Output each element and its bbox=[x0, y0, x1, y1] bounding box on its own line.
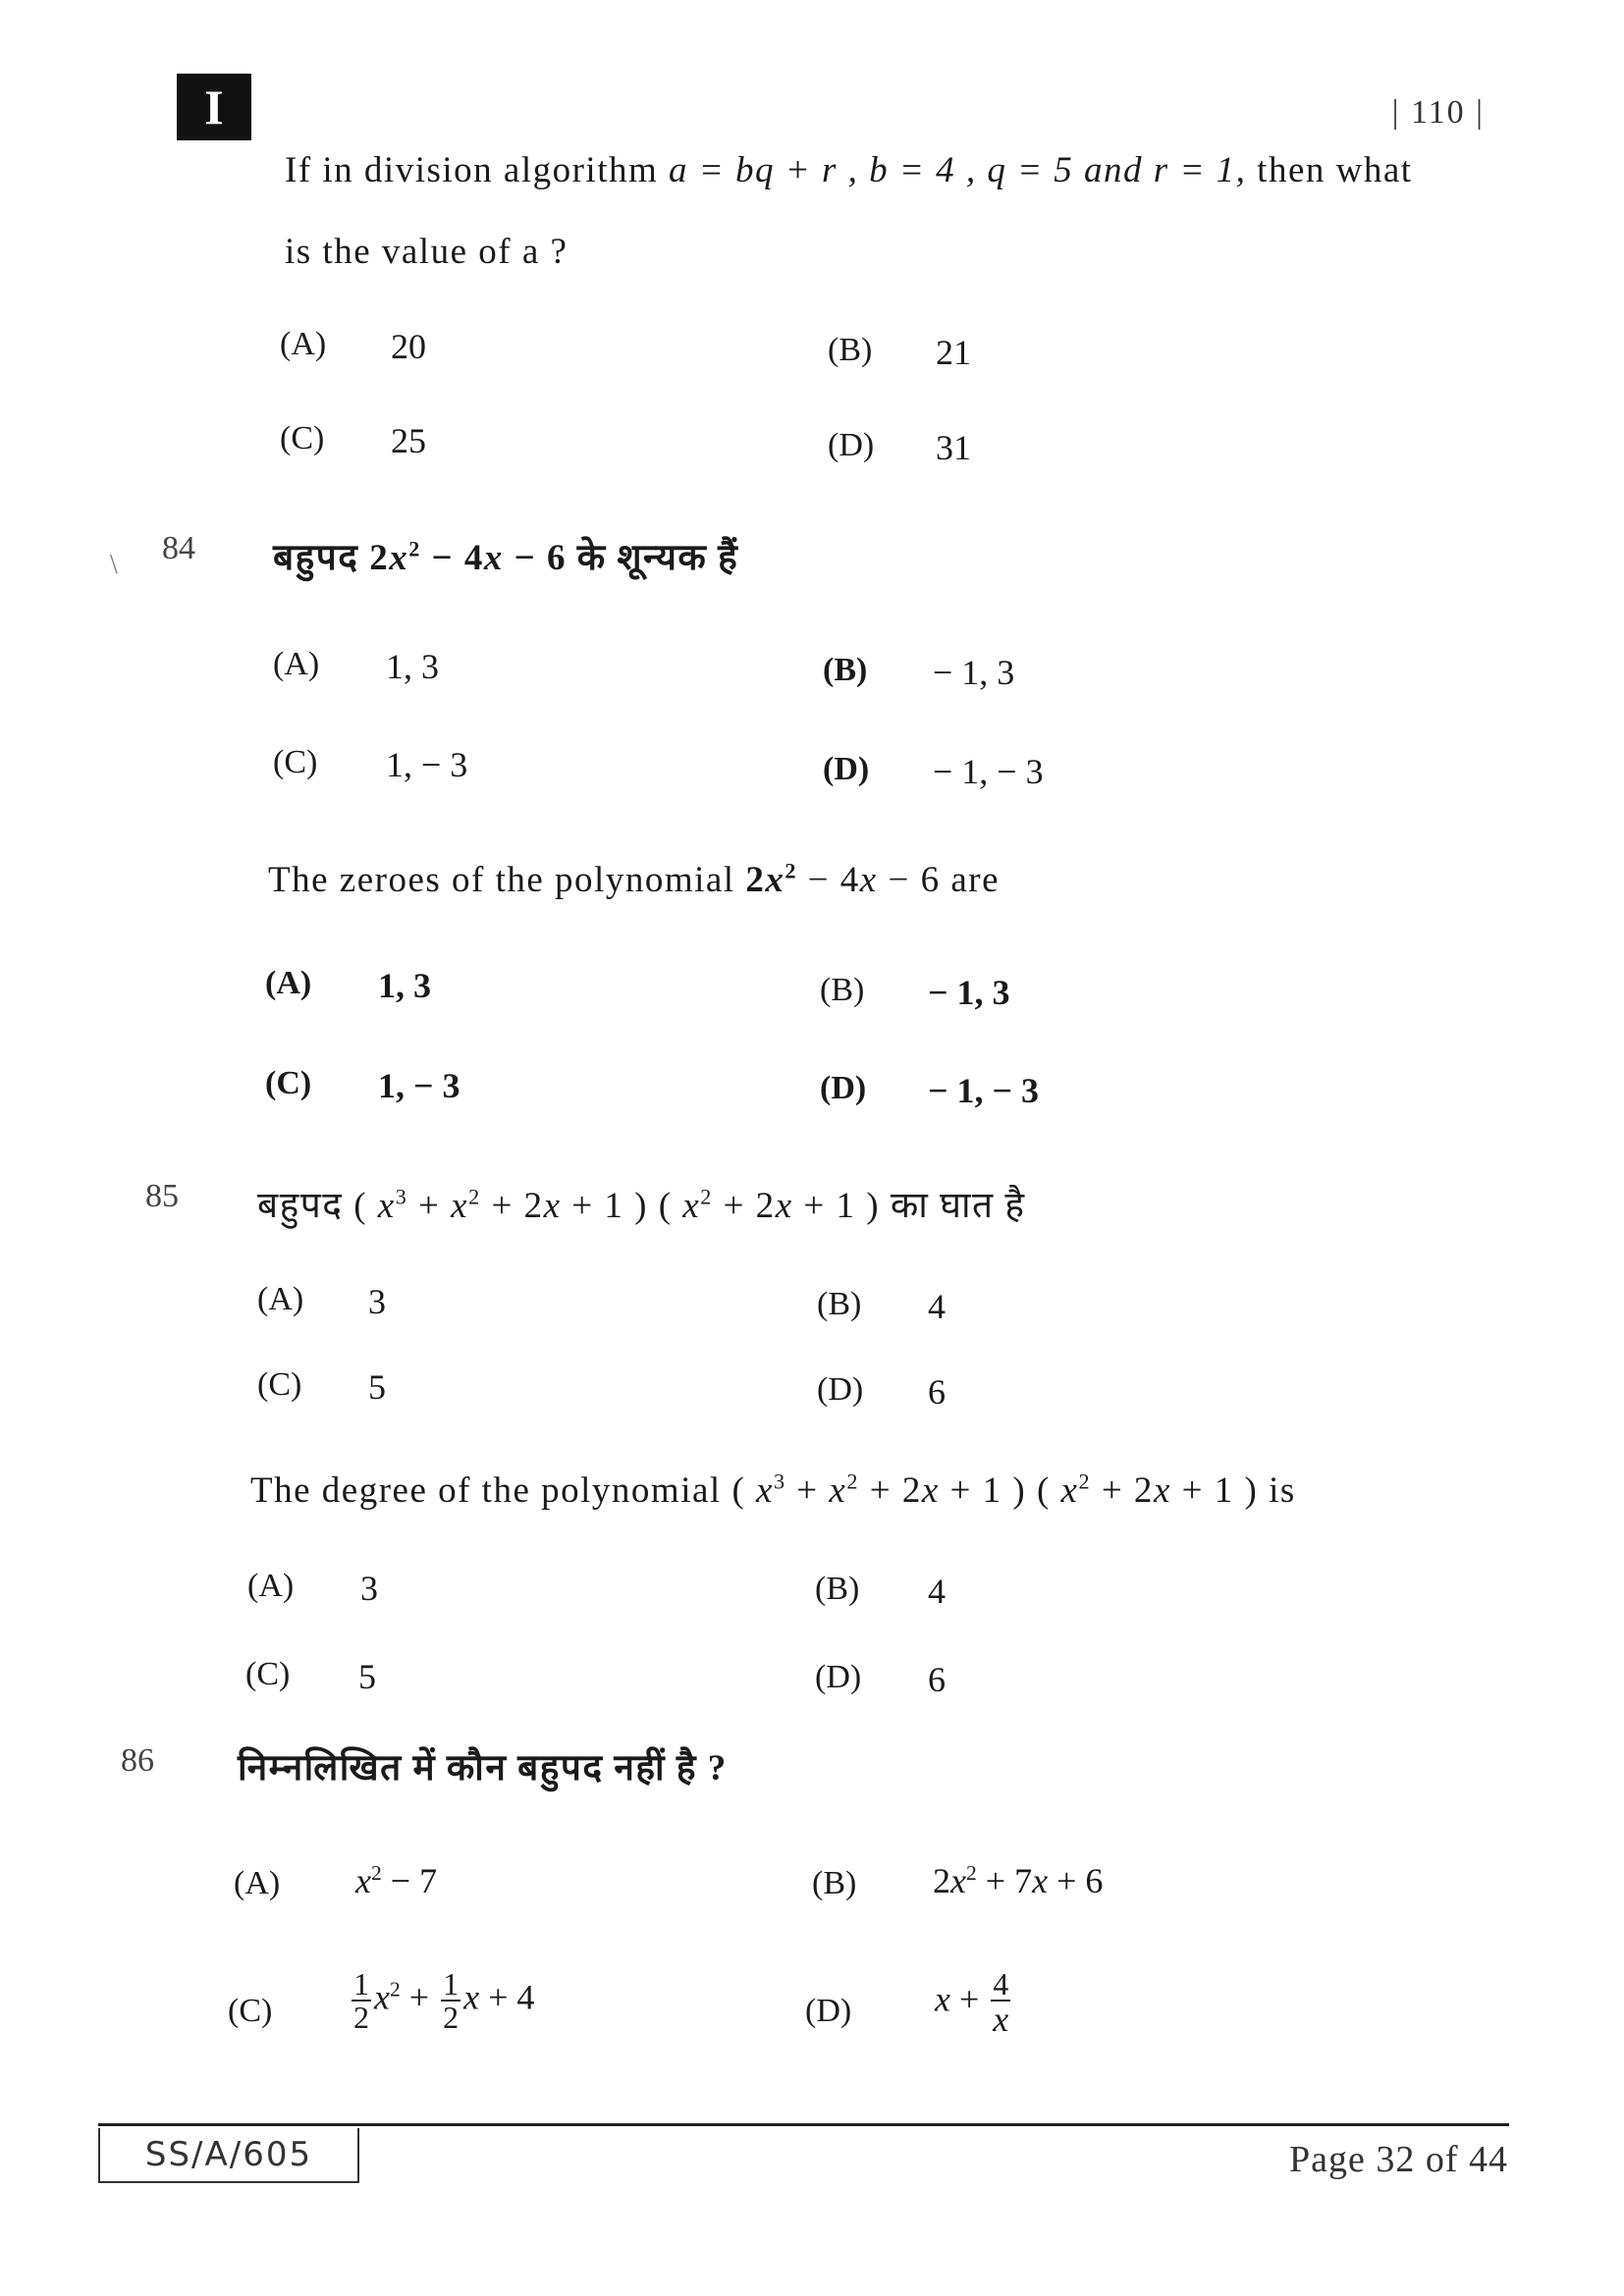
q84e-option-d-value: − 1, − 3 bbox=[928, 1071, 1040, 1110]
q84h-option-b-value: − 1, 3 bbox=[933, 653, 1015, 692]
q85h-option-d-label[interactable]: (D) bbox=[817, 1371, 864, 1408]
q85h-option-c-label[interactable]: (C) bbox=[257, 1366, 302, 1403]
q83-option-c-label[interactable]: (C) bbox=[280, 420, 325, 456]
q85h-option-c-value: 5 bbox=[368, 1367, 386, 1407]
question-84-english-text: The zeroes of the polynomial $2x^2 - 4x - 6$ are bbox=[268, 858, 1001, 900]
q84e-option-c-value: 1, − 3 bbox=[378, 1066, 460, 1105]
q85e-option-a-value: 3 bbox=[360, 1569, 378, 1608]
q85h-option-a-value: 3 bbox=[368, 1282, 386, 1321]
q86-option-d-value: x + $\frac{4}{x}$ bbox=[935, 1966, 1009, 2039]
q84h-option-a-label[interactable]: (A) bbox=[273, 646, 320, 682]
q84h-option-c-label[interactable]: (C) bbox=[273, 744, 318, 780]
q83-option-a-value: 20 bbox=[391, 327, 426, 366]
fraction-four-over-x: $\frac{4}{x}$ bbox=[993, 1966, 1009, 2039]
question-84-number: 84 bbox=[162, 530, 195, 566]
q86-option-b-label[interactable]: (B) bbox=[812, 1865, 857, 1901]
question-83-text-line1: If in division algorithm a = bq + r , b = 4 , q = 5 and r = 1, then what bbox=[285, 150, 1413, 190]
q85e-option-a-label[interactable]: (A) bbox=[247, 1568, 295, 1604]
q85e-option-b-label[interactable]: (B) bbox=[815, 1571, 860, 1607]
page-number: Page 32 of 44 bbox=[1288, 2139, 1508, 2180]
q85e-option-d-value: 6 bbox=[928, 1660, 946, 1699]
q85-hindi-expression: ( $x^3 + x^2 + 2x + 1$ ) ( $x^2 + 2x + 1$ ) bbox=[353, 1184, 881, 1226]
question-85-hindi-text: बहुपद ( $x^3 + x^2 + 2x + 1$ ) ( $x^2 + 2x + 1$ ) का घात है bbox=[257, 1184, 1026, 1226]
handwritten-mark: \ bbox=[110, 550, 118, 580]
footer-divider bbox=[98, 2123, 1509, 2126]
q83-option-b-label[interactable]: (B) bbox=[828, 332, 873, 368]
q84e-option-b-value: − 1, 3 bbox=[928, 973, 1010, 1012]
question-85-number: 85 bbox=[145, 1178, 179, 1214]
q84e-option-c-label[interactable]: (C) bbox=[265, 1065, 312, 1101]
q86-option-c-value: $\frac{1}{2}$ $x^2$ + $\frac{1}{2}$ x + 4 bbox=[353, 1966, 535, 2035]
q86-option-a-label[interactable]: (A) bbox=[234, 1865, 281, 1901]
question-85-english-text: The degree of the polynomial ( $x^3 + x^2 + 2x + 1$ ) ( $x^2 + 2x + 1$ ) is bbox=[250, 1468, 1296, 1511]
q84h-option-a-value: 1, 3 bbox=[386, 647, 439, 686]
question-83-text-line2: is the value of a ? bbox=[285, 232, 568, 272]
q85-english-expression: ( $x^3 + x^2 + 2x + 1$ ) ( $x^2 + 2x + 1$ ) bbox=[731, 1468, 1259, 1511]
q83-option-c-value: 25 bbox=[391, 421, 426, 460]
section-badge: I bbox=[177, 74, 251, 140]
q83-option-a-label[interactable]: (A) bbox=[280, 326, 327, 362]
paper-code: SS/A/605 bbox=[98, 2128, 359, 2183]
q84-hindi-expression: $2x^2 - 4x - 6$ bbox=[369, 536, 567, 578]
q86-option-b-value: $2x^2 + 7x + 6$ bbox=[933, 1861, 1104, 1900]
q86-option-c-label[interactable]: (C) bbox=[228, 1993, 273, 2029]
q83-option-d-value: 31 bbox=[936, 428, 971, 467]
q84e-option-d-label[interactable]: (D) bbox=[820, 1070, 867, 1106]
q85h-option-d-value: 6 bbox=[928, 1372, 946, 1412]
q84e-option-b-label[interactable]: (B) bbox=[820, 972, 865, 1008]
question-83-math: a = bq + r , b = 4 , q = 5 and r = 1, bbox=[669, 150, 1247, 190]
page-reference: | 110 | bbox=[1391, 94, 1485, 131]
q84-english-expression: $2x^2$ bbox=[745, 858, 797, 900]
q83-option-d-label[interactable]: (D) bbox=[828, 427, 875, 463]
q84h-option-d-value: − 1, − 3 bbox=[933, 752, 1044, 791]
q85h-option-b-label[interactable]: (B) bbox=[817, 1286, 862, 1322]
q84h-option-d-label[interactable]: (D) bbox=[823, 751, 870, 787]
fraction-one-half: $\frac{1}{2}$ bbox=[353, 1966, 369, 2035]
q83-option-b-value: 21 bbox=[936, 333, 971, 372]
q85h-option-a-label[interactable]: (A) bbox=[257, 1281, 304, 1317]
q86-option-a-value: $x^2 - 7$ bbox=[355, 1861, 438, 1900]
q86-option-d-label[interactable]: (D) bbox=[805, 1993, 852, 2029]
q85h-option-b-value: 4 bbox=[928, 1287, 946, 1326]
q84e-option-a-value: 1, 3 bbox=[378, 966, 431, 1005]
q84e-option-a-label[interactable]: (A) bbox=[265, 965, 312, 1001]
q84h-option-b-label[interactable]: (B) bbox=[823, 652, 868, 688]
question-86-hindi-text: निम्नलिखित में कौन बहुपद नहीं है ? bbox=[238, 1748, 728, 1789]
q85e-option-c-value: 5 bbox=[358, 1657, 376, 1696]
question-84-hindi-text: बहुपद $2x^2 - 4x - 6$ के शून्यक हैं bbox=[273, 536, 739, 578]
q84h-option-c-value: 1, − 3 bbox=[386, 745, 468, 784]
fraction-one-half: $\frac{1}{2}$ bbox=[443, 1966, 460, 2035]
q85e-option-c-label[interactable]: (C) bbox=[245, 1656, 291, 1692]
q85e-option-d-label[interactable]: (D) bbox=[815, 1659, 862, 1695]
question-86-number: 86 bbox=[121, 1742, 154, 1779]
q85e-option-b-value: 4 bbox=[928, 1572, 946, 1611]
